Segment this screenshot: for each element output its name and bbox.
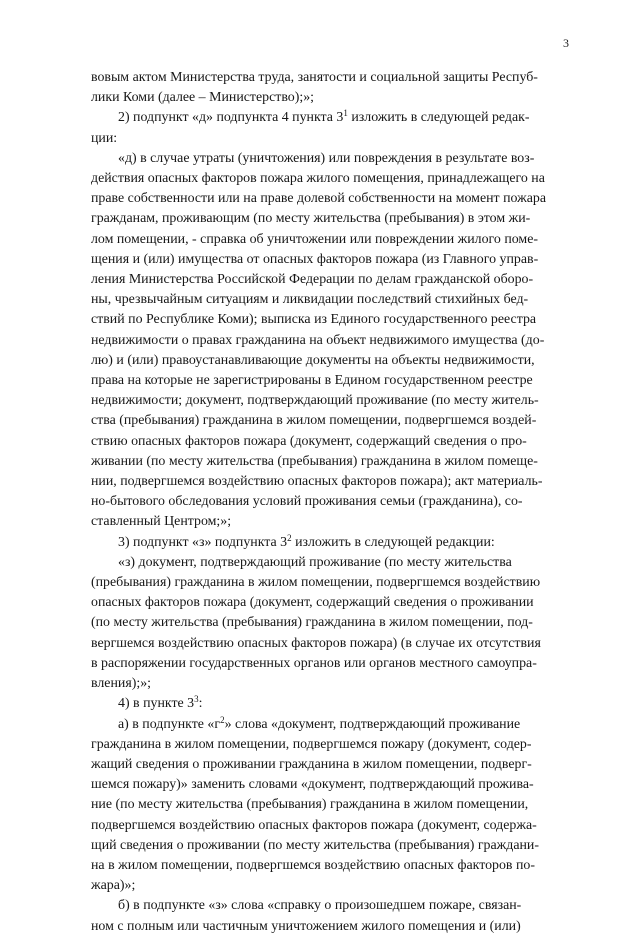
document-body (91, 68, 576, 937)
paragraph-continuation: вовым актом Министерства труда, занятости и социальной защиты Респуб- лики Коми (далее – Министерство);»; (91, 70, 538, 106)
page-number: 3 (563, 36, 569, 50)
paragraph-item-4a: а) в подпункте «$г^2$» слова «документ, подтверждающий проживание гражданина в жилом помещении, подвергшемся пожару (документ, содер- жащий сведения о проживании гражданина в жилом помещении, подверг- шемся пожару)» заменить словами «документ, подтверждающий прожива- ние (по месту жительства (пребывания) гражданина в жилом помещении, подвергшемся воздействию опасных факторов пожара (документ, содержа- щий сведения о проживании (по месту жительства (пребывания) граждани- на в жилом помещении, подвергшемся воздействию опасных факторов по- жара)»; (91, 714, 539, 894)
paragraph-item-2: 2) подпункт «д» подпункта 4 пункта $3^1$ изложить в следующей редак- ции: (91, 108, 530, 146)
paragraph-item-4: 4) в пункте $3^3$: (118, 694, 203, 712)
paragraph-item-3-quote: «з) документ, подтверждающий проживание (по месту жительства (пребывания) гражданина в жилом помещении, подвергшемся воздействию опасных факторов пожара (документ, содержащий сведения о проживании (по месту жительства (пребывания) гражданина в жилом помещении, под- вергшемся воздействию опасных факторов пожара) (в случае их отсутствия в распоряжении государственных органов или органов местного самоупра- вления);»; (91, 554, 541, 692)
superscript-number: 2 (287, 532, 292, 543)
superscript-number: 1 (343, 108, 348, 119)
paragraph-item-4b: б) в подпункте «з» слова «справку о произошедшем пожаре, связан- ном с полным или частичным уничтожением жилого помещения и (или) (91, 898, 522, 934)
superscript-number: 2 (220, 714, 225, 725)
paragraph-item-3: 3) подпункт «з» подпункта $3^2$ изложить в следующей редакции: (118, 532, 495, 550)
paragraph-item-2-quote: «д) в случае утраты (уничтожения) или повреждения в результате воз- действия опасных факторов пожара жилого помещения, принадлежащего на праве собственности или на праве долевой собственности на момент пожара гражданам, проживающим (по месту жительства (пребывания) в этом жи- лом помещении, - справка об уничтожении или повреждении жилого поме- щения и (или) имущества от опасных факторов пожара (из Главного управ- ления Министерства Российской Федерации по делам гражданской оборо- ны, чрезвычайным ситуациям и ликвидации последствий стихийных бед- ствий по Республике Коми); выписка из Единого государственного реестра недвижимости о правах гражданина на объект недвижимого имущества (до- лю) и (или) правоустанавливающие документы на объекты недвижимости, права на которые не зарегистрированы в Едином государственном реестре недвижимости; документ, подтверждающий проживание (по месту житель- ства (пребывания) гражданина в жилом помещении, подвергшемся воздей- ствию опасных факторов пожара (документ, содержащий сведения о про- живании (по месту жительства (пребывания) гражданина в жилом помеще- нии, подвергшемся воздействию опасных факторов пожара); акт материаль- но-бытового обследования условий проживания семьи (гражданина), со- ставленный Центром;»; (91, 150, 546, 530)
superscript-number: 3 (194, 694, 199, 705)
